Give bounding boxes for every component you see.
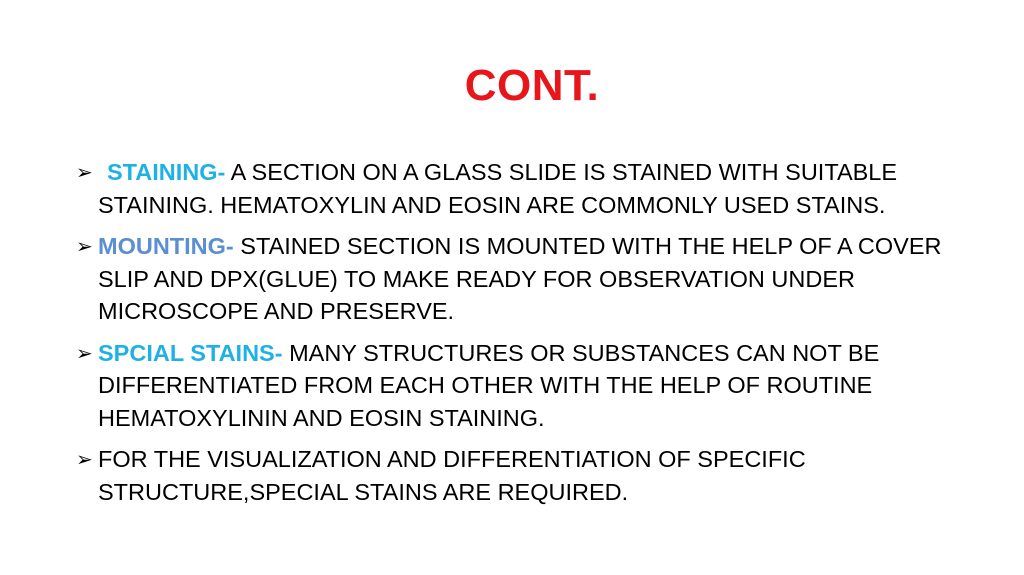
arrow-bullet-icon: ➢ <box>76 340 93 365</box>
bullet-text: FOR THE VISUALIZATION AND DIFFERENTIATION OF SPECIFIC STRUCTURE,SPECIAL STAINS ARE REQUIRED. <box>98 446 806 505</box>
bullet-list <box>76 156 976 517</box>
arrow-bullet-icon: ➢ <box>76 160 93 184</box>
bullet-mounting <box>76 230 976 328</box>
bullet-term: STAINING- <box>107 159 226 185</box>
bullet-special-stains <box>76 337 976 435</box>
arrow-bullet-icon: ➢ <box>76 234 93 258</box>
bullet-text: STAINED SECTION IS MOUNTED WITH THE HELP OF A COVER SLIP AND DPX(GLUE) TO MAKE READY FOR OBSERVATION UNDER MICROSCOPE AND PRESERVE. <box>98 233 942 324</box>
bullet-text: A SECTION ON A GLASS SLIDE IS STAINED WITH SUITABLE STAINING. HEMATOXYLIN AND EOSIN ARE COMMONLY USED STAINS. <box>98 159 898 218</box>
bullet-visualization <box>76 443 976 508</box>
bullet-term: MOUNTING- <box>98 233 234 259</box>
slide-title: CONT. <box>464 61 600 110</box>
bullet-staining <box>76 156 976 221</box>
arrow-bullet-icon: ➢ <box>76 447 93 471</box>
bullet-term: SPCIAL STAINS- <box>98 339 283 366</box>
bullet-text: MANY STRUCTURES OR SUBSTANCES CAN NOT BE DIFFERENTIATED FROM EACH OTHER WITH THE HELP OF ROUTINE HEMATOXYLININ AND EOSIN STAINING. <box>98 339 880 431</box>
